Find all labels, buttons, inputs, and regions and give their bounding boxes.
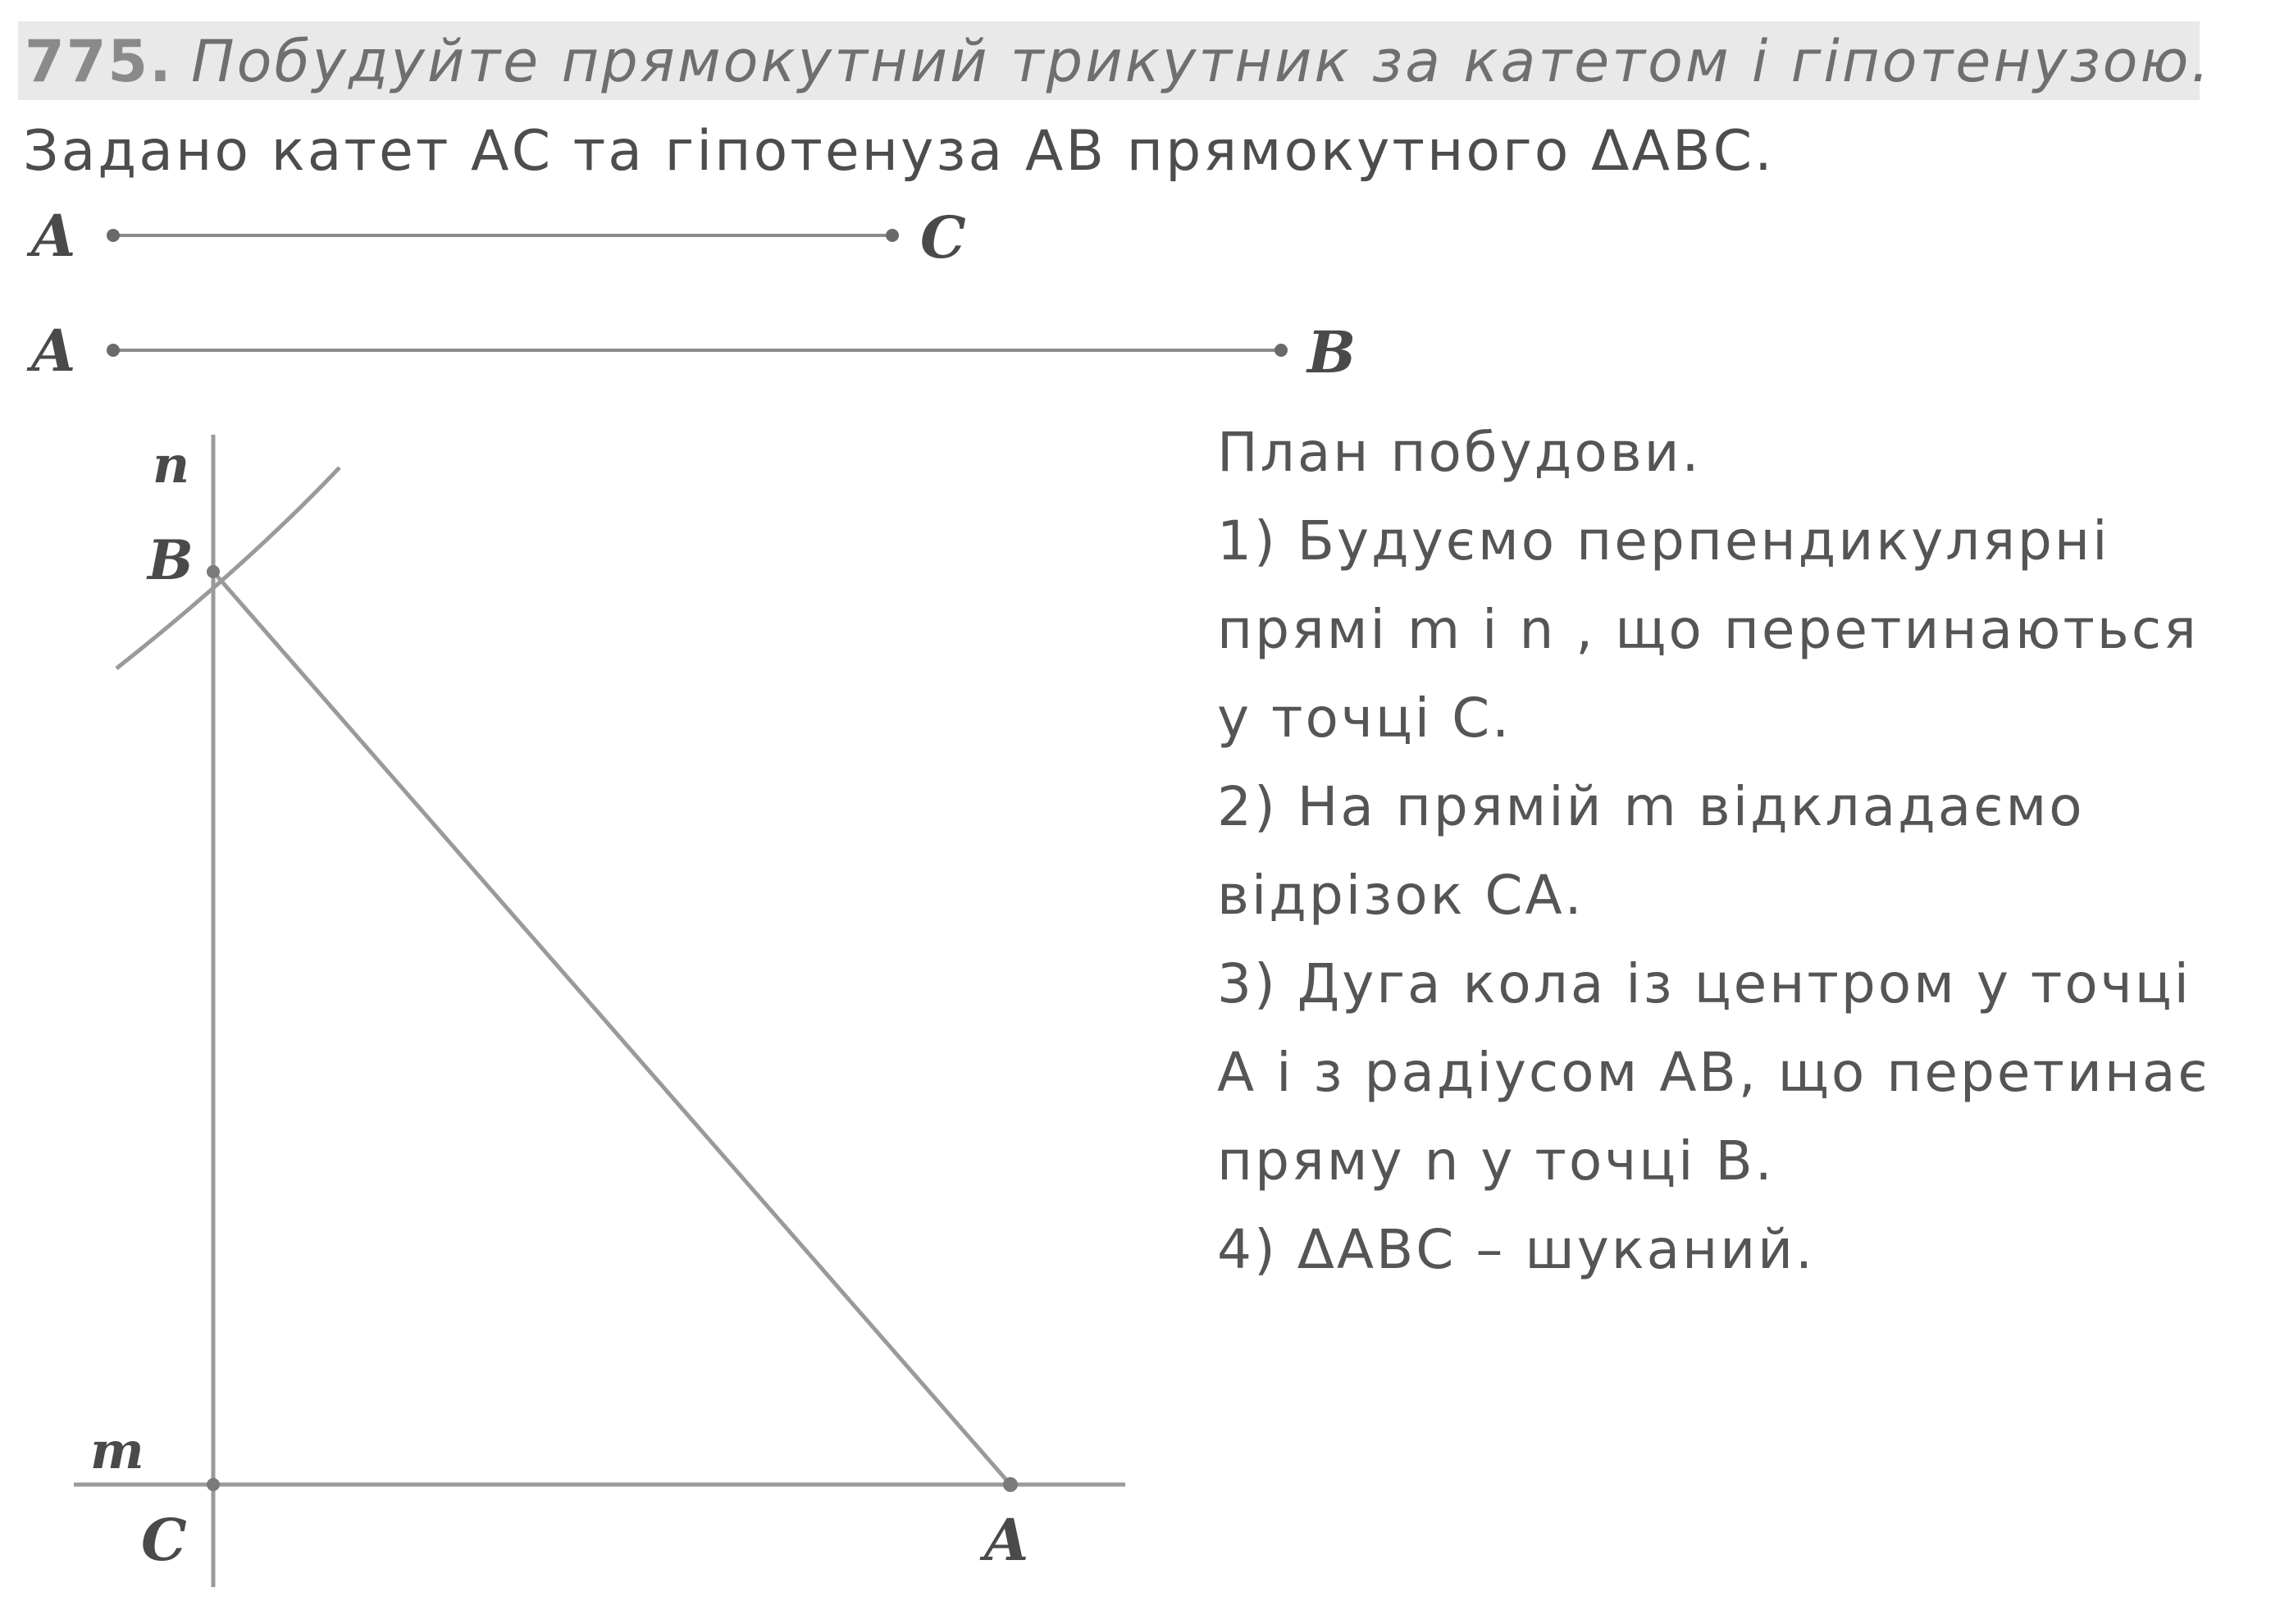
plan-line-1: 1) Будуємо перпендикулярні [1217,509,2110,573]
plan-line-9: 4) ΔАВС – шуканий. [1217,1218,1816,1281]
segment-ab-label-b: B [1307,318,1357,386]
plan-line-8: пряму n у точці В. [1217,1129,1775,1193]
segment-ac-endpoint-c [886,229,899,242]
segment-ab-endpoint-a [107,344,120,357]
label-line-m: m [90,1421,144,1480]
plan-line-2: прямі m і n , що перетинаються [1217,598,2199,661]
segment-ac-label-c: C [920,203,966,271]
given-statement: Задано катет АС та гіпотенуза АВ прямокутного ΔАВС. [23,119,1775,184]
hypotenuse-ab [213,572,1010,1485]
point-a [1003,1477,1018,1492]
problem-number: 775. [25,28,173,95]
point-b [207,565,220,578]
plan-line-7: А і з радіусом АВ, що перетинає [1217,1041,2210,1104]
given-segment-ab [26,317,1356,386]
given-segment-ac [26,202,966,271]
plan-title: План побудови. [1217,421,1702,484]
segment-ac-endpoint-a [107,229,120,242]
label-point-a: A [984,1506,1029,1574]
plan-line-4: 2) На прямій m відкладаємо [1217,775,2085,838]
label-point-b: B [148,528,194,592]
point-c [207,1478,220,1491]
label-line-n: n [153,435,190,495]
plan-line-6: 3) Дуга кола із центром у точці [1217,952,2191,1015]
segment-ac-label-a: A [31,202,76,270]
problem-task: Побудуйте прямокутний трикутник за катетом і гіпотенузою. [190,28,2212,95]
segment-ab-endpoint-b [1275,344,1288,357]
plan-line-3: у точці С. [1217,687,1512,750]
construction-plan [1217,408,2275,1294]
label-point-c: C [141,1506,187,1574]
segment-ab-label-a: A [31,317,76,385]
plan-line-5: відрізок СА. [1217,864,1585,927]
